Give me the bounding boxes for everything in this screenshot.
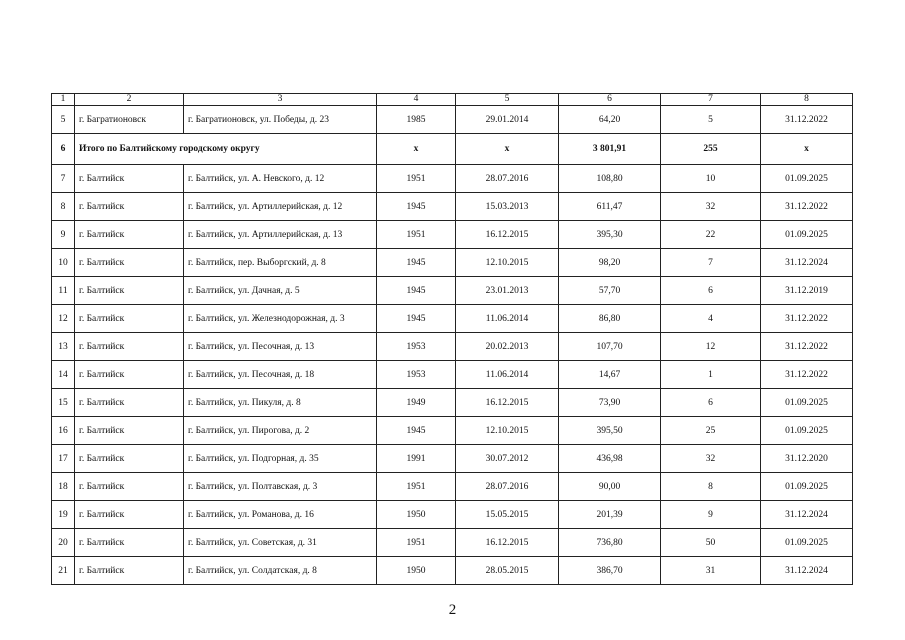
table-header-row xyxy=(52,94,853,106)
address-cell: г. Балтийск, ул. Полтавская, д. 3 xyxy=(184,473,377,501)
row-number: 9 xyxy=(52,221,75,249)
table-row xyxy=(52,529,853,557)
deadline-cell: 31.12.2020 xyxy=(761,445,853,473)
row-number: 15 xyxy=(52,389,75,417)
table-row xyxy=(52,501,853,529)
deadline-cell: 31.12.2024 xyxy=(761,249,853,277)
table-body xyxy=(52,94,853,585)
city-cell: г. Балтийск xyxy=(75,333,184,361)
deadline-cell: 01.09.2025 xyxy=(761,165,853,193)
subtotal-label: Итого по Балтийскому городскому округу xyxy=(75,134,377,165)
area-cell: 98,20 xyxy=(559,249,661,277)
area-cell: 201,39 xyxy=(559,501,661,529)
city-cell: г. Балтийск xyxy=(75,529,184,557)
date-cell: 16.12.2015 xyxy=(456,529,559,557)
address-cell: г. Балтийск, пер. Выборгский, д. 8 xyxy=(184,249,377,277)
date-cell: 28.07.2016 xyxy=(456,473,559,501)
header-cell: 8 xyxy=(761,94,853,106)
deadline-cell: 01.09.2025 xyxy=(761,529,853,557)
address-cell: г. Балтийск, ул. Солдатская, д. 8 xyxy=(184,557,377,585)
row-number: 20 xyxy=(52,529,75,557)
count-cell: 8 xyxy=(661,473,761,501)
row-number: 7 xyxy=(52,165,75,193)
area-cell: 90,00 xyxy=(559,473,661,501)
count-cell: 50 xyxy=(661,529,761,557)
header-cell: 1 xyxy=(52,94,75,106)
city-cell: г. Балтийск xyxy=(75,473,184,501)
date-cell: 11.06.2014 xyxy=(456,305,559,333)
area-cell: 64,20 xyxy=(559,106,661,134)
count-cell: 10 xyxy=(661,165,761,193)
year-cell: 1950 xyxy=(377,557,456,585)
row-number: 13 xyxy=(52,333,75,361)
year-cell: 1945 xyxy=(377,193,456,221)
page-number: 2 xyxy=(448,602,457,618)
date-cell: 11.06.2014 xyxy=(456,361,559,389)
row-number: 17 xyxy=(52,445,75,473)
area-cell: 73,90 xyxy=(559,389,661,417)
table-row xyxy=(52,333,853,361)
year-cell: 1945 xyxy=(377,249,456,277)
area-cell: 108,80 xyxy=(559,165,661,193)
address-cell: г. Балтийск, ул. Песочная, д. 18 xyxy=(184,361,377,389)
header-cell: 7 xyxy=(661,94,761,106)
deadline-cell: 31.12.2019 xyxy=(761,277,853,305)
year-cell: 1949 xyxy=(377,389,456,417)
deadline-cell: 01.09.2025 xyxy=(761,221,853,249)
area-cell: 736,80 xyxy=(559,529,661,557)
housing-table xyxy=(51,93,853,585)
address-cell: г. Балтийск, ул. Советская, д. 31 xyxy=(184,529,377,557)
area-cell: 395,50 xyxy=(559,417,661,445)
header-cell: 6 xyxy=(559,94,661,106)
city-cell: г. Багратионовск xyxy=(75,106,184,134)
city-cell: г. Балтийск xyxy=(75,389,184,417)
header-cell: 4 xyxy=(377,94,456,106)
area-cell: 395,30 xyxy=(559,221,661,249)
city-cell: г. Балтийск xyxy=(75,417,184,445)
city-cell: г. Балтийск xyxy=(75,193,184,221)
count-total-cell: 255 xyxy=(661,134,761,165)
address-cell: г. Багратионовск, ул. Победы, д. 23 xyxy=(184,106,377,134)
count-cell: 12 xyxy=(661,333,761,361)
city-cell: г. Балтийск xyxy=(75,249,184,277)
date-cell: 16.12.2015 xyxy=(456,221,559,249)
table-row xyxy=(52,106,853,134)
area-cell: 86,80 xyxy=(559,305,661,333)
city-cell: г. Балтийск xyxy=(75,305,184,333)
table-row xyxy=(52,445,853,473)
year-cell: 1953 xyxy=(377,361,456,389)
table-row xyxy=(52,249,853,277)
address-cell: г. Балтийск, ул. Подгорная, д. 35 xyxy=(184,445,377,473)
area-cell: 436,98 xyxy=(559,445,661,473)
year-cell: 1951 xyxy=(377,529,456,557)
header-cell: 3 xyxy=(184,94,377,106)
date-cell: 28.07.2016 xyxy=(456,165,559,193)
count-cell: 22 xyxy=(661,221,761,249)
header-cell: 2 xyxy=(75,94,184,106)
date-cell: 15.05.2015 xyxy=(456,501,559,529)
deadline-cell: 31.12.2022 xyxy=(761,333,853,361)
deadline-cell: 31.12.2022 xyxy=(761,361,853,389)
area-cell: 611,47 xyxy=(559,193,661,221)
count-cell: 5 xyxy=(661,106,761,134)
address-cell: г. Балтийск, ул. А. Невского, д. 12 xyxy=(184,165,377,193)
address-cell: г. Балтийск, ул. Пирогова, д. 2 xyxy=(184,417,377,445)
date-cell: 30.07.2012 xyxy=(456,445,559,473)
count-cell: 1 xyxy=(661,361,761,389)
deadline-cell: 31.12.2022 xyxy=(761,305,853,333)
table-row xyxy=(52,165,853,193)
year-cell: 1945 xyxy=(377,277,456,305)
subtotal-row xyxy=(52,134,853,165)
table-row xyxy=(52,361,853,389)
address-cell: г. Балтийск, ул. Артиллерийская, д. 13 xyxy=(184,221,377,249)
count-cell: 6 xyxy=(661,389,761,417)
date-cell: х xyxy=(456,134,559,165)
date-cell: 16.12.2015 xyxy=(456,389,559,417)
area-cell: 14,67 xyxy=(559,361,661,389)
address-cell: г. Балтийск, ул. Дачная, д. 5 xyxy=(184,277,377,305)
year-cell: 1945 xyxy=(377,305,456,333)
row-number: 19 xyxy=(52,501,75,529)
city-cell: г. Балтийск xyxy=(75,277,184,305)
year-cell: 1953 xyxy=(377,333,456,361)
deadline-cell: 01.09.2025 xyxy=(761,417,853,445)
count-cell: 32 xyxy=(661,193,761,221)
year-cell: х xyxy=(377,134,456,165)
city-cell: г. Балтийск xyxy=(75,501,184,529)
year-cell: 1991 xyxy=(377,445,456,473)
area-total-cell: 3 801,91 xyxy=(559,134,661,165)
count-cell: 6 xyxy=(661,277,761,305)
city-cell: г. Балтийск xyxy=(75,557,184,585)
city-cell: г. Балтийск xyxy=(75,165,184,193)
year-cell: 1950 xyxy=(377,501,456,529)
table-row xyxy=(52,277,853,305)
date-cell: 15.03.2013 xyxy=(456,193,559,221)
deadline-cell: 31.12.2024 xyxy=(761,501,853,529)
date-cell: 12.10.2015 xyxy=(456,249,559,277)
table-row xyxy=(52,193,853,221)
year-cell: 1951 xyxy=(377,473,456,501)
table-row xyxy=(52,221,853,249)
row-number: 6 xyxy=(52,134,75,165)
deadline-cell: 31.12.2022 xyxy=(761,193,853,221)
table-row xyxy=(52,389,853,417)
row-number: 5 xyxy=(52,106,75,134)
address-cell: г. Балтийск, ул. Песочная, д. 13 xyxy=(184,333,377,361)
count-cell: 25 xyxy=(661,417,761,445)
deadline-cell: 31.12.2024 xyxy=(761,557,853,585)
year-cell: 1985 xyxy=(377,106,456,134)
city-cell: г. Балтийск xyxy=(75,361,184,389)
table-row xyxy=(52,473,853,501)
count-cell: 4 xyxy=(661,305,761,333)
area-cell: 57,70 xyxy=(559,277,661,305)
table-row xyxy=(52,417,853,445)
row-number: 16 xyxy=(52,417,75,445)
date-cell: 12.10.2015 xyxy=(456,417,559,445)
date-cell: 28.05.2015 xyxy=(456,557,559,585)
table-row xyxy=(52,305,853,333)
address-cell: г. Балтийск, ул. Пикуля, д. 8 xyxy=(184,389,377,417)
deadline-cell: 31.12.2022 xyxy=(761,106,853,134)
address-cell: г. Балтийск, ул. Романова, д. 16 xyxy=(184,501,377,529)
date-cell: 29.01.2014 xyxy=(456,106,559,134)
deadline-cell: х xyxy=(761,134,853,165)
address-cell: г. Балтийск, ул. Артиллерийская, д. 12 xyxy=(184,193,377,221)
city-cell: г. Балтийск xyxy=(75,445,184,473)
date-cell: 23.01.2013 xyxy=(456,277,559,305)
deadline-cell: 01.09.2025 xyxy=(761,473,853,501)
count-cell: 7 xyxy=(661,249,761,277)
year-cell: 1951 xyxy=(377,221,456,249)
row-number: 21 xyxy=(52,557,75,585)
header-cell: 5 xyxy=(456,94,559,106)
row-number: 18 xyxy=(52,473,75,501)
year-cell: 1951 xyxy=(377,165,456,193)
row-number: 12 xyxy=(52,305,75,333)
table-row xyxy=(52,557,853,585)
area-cell: 386,70 xyxy=(559,557,661,585)
date-cell: 20.02.2013 xyxy=(456,333,559,361)
row-number: 8 xyxy=(52,193,75,221)
row-number: 11 xyxy=(52,277,75,305)
area-cell: 107,70 xyxy=(559,333,661,361)
row-number: 14 xyxy=(52,361,75,389)
year-cell: 1945 xyxy=(377,417,456,445)
address-cell: г. Балтийск, ул. Железнодорожная, д. 3 xyxy=(184,305,377,333)
count-cell: 32 xyxy=(661,445,761,473)
count-cell: 31 xyxy=(661,557,761,585)
count-cell: 9 xyxy=(661,501,761,529)
deadline-cell: 01.09.2025 xyxy=(761,389,853,417)
city-cell: г. Балтийск xyxy=(75,221,184,249)
row-number: 10 xyxy=(52,249,75,277)
